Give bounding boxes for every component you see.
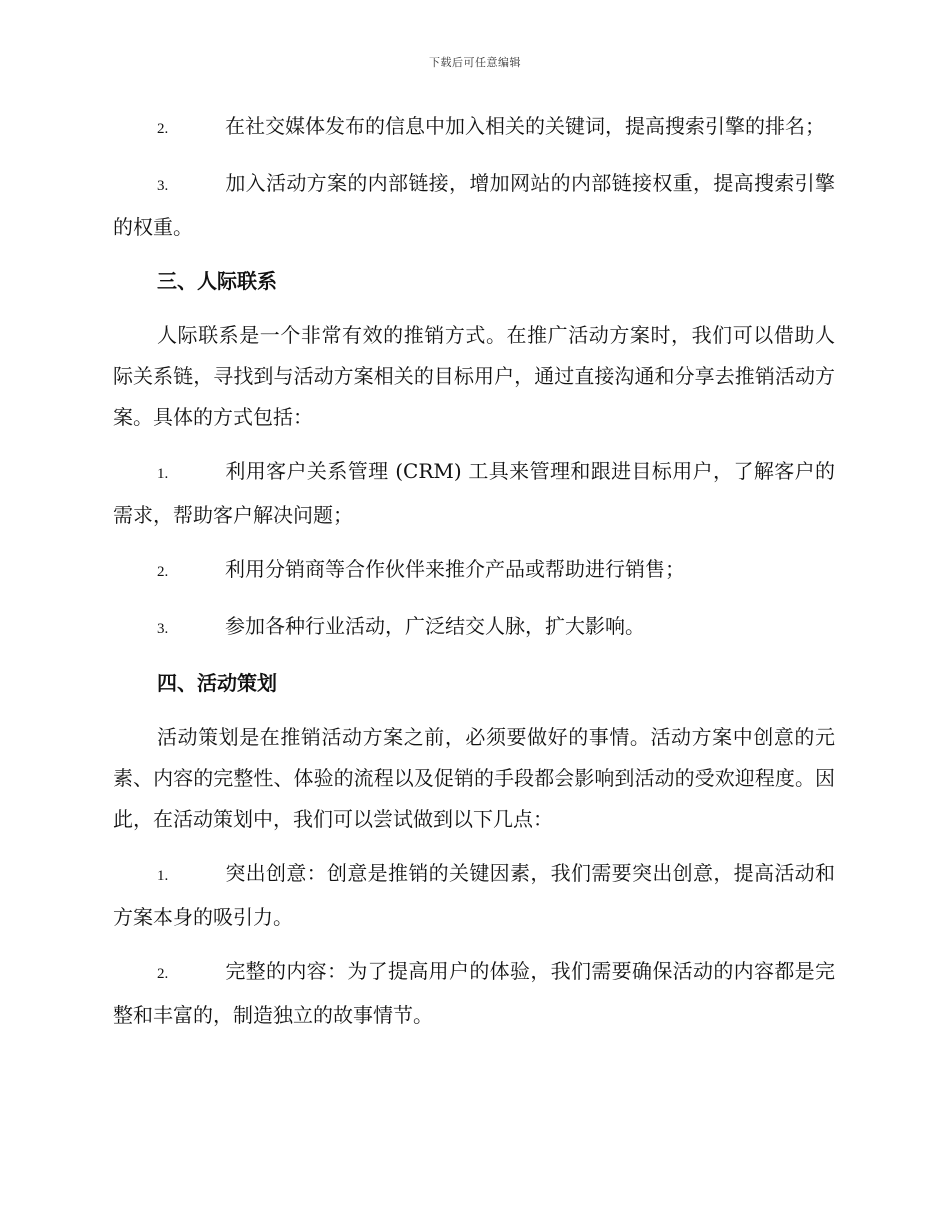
list-number: 3.	[157, 621, 169, 637]
list-item	[113, 451, 835, 536]
list-item	[113, 549, 835, 593]
list-item	[113, 106, 835, 150]
page-header: 下载后可任意编辑	[429, 56, 521, 69]
list-number: 2.	[157, 121, 169, 137]
list-item-text: 利用分销商等合作伙伴来推介产品或帮助进行销售；	[225, 557, 685, 581]
list-item-text: 突出创意：创意是推销的关键因素，我们需要突出创意，提高活动和方案本身的吸引力。	[113, 861, 835, 929]
paragraph: 人际联系是一个非常有效的推销方式。在推广活动方案时，我们可以借助人际关系链，寻找到与活动方案相关的目标用户，通过直接沟通和分享去推销活动方案。具体的方式包括：	[113, 323, 835, 429]
list-item	[113, 606, 835, 650]
section-heading: 三、人际联系	[157, 269, 277, 293]
document-body	[113, 106, 835, 1049]
list-item-text: 加入活动方案的内部链接，增加网站的内部链接权重，提高搜索引擎的权重。	[113, 171, 835, 239]
list-item	[113, 163, 835, 248]
list-item	[113, 951, 835, 1036]
section-heading: 四、活动策划	[157, 671, 277, 695]
list-number: 2.	[157, 966, 169, 982]
list-number: 1.	[157, 868, 169, 884]
list-item-text: 完整的内容：为了提高用户的体验，我们需要确保活动的内容都是完整和丰富的，制造独立的故事情节。	[113, 959, 835, 1027]
list-number: 2.	[157, 564, 169, 580]
list-item-text: 在社交媒体发布的信息中加入相关的关键词，提高搜索引擎的排名；	[225, 114, 825, 138]
list-item-text: 参加各种行业活动，广泛结交人脉，扩大影响。	[225, 614, 645, 638]
list-item-text: 利用客户关系管理 (CRM) 工具来管理和跟进目标用户，了解客户的需求，帮助客户解决问题；	[113, 459, 835, 527]
list-item	[113, 853, 835, 938]
list-number: 1.	[157, 466, 169, 482]
paragraph: 活动策划是在推销活动方案之前，必须要做好的事情。活动方案中创意的元素、内容的完整性、体验的流程以及促销的手段都会影响到活动的受欢迎程度。因此，在活动策划中，我们可以尝试做到以下几点：	[113, 725, 835, 831]
list-number: 3.	[157, 178, 169, 194]
